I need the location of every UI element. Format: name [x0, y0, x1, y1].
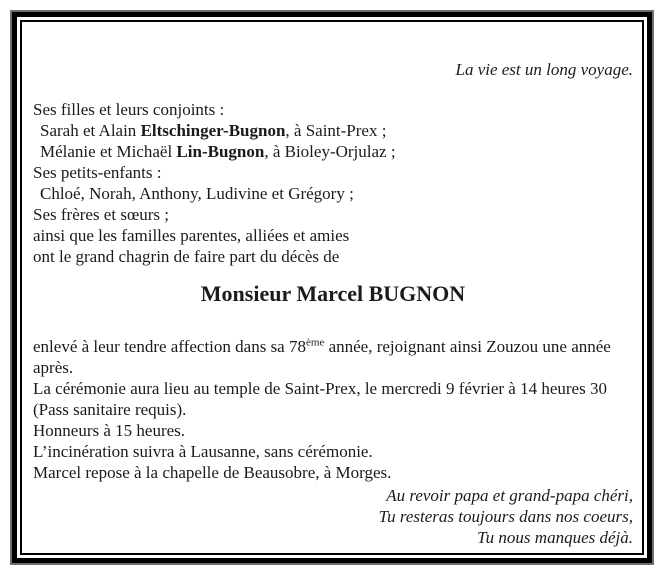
farewell-line-3: Tu nous manques déjà.: [477, 528, 633, 547]
family-line-sarah-post: , à Saint-Prex ;: [285, 121, 387, 140]
epigraph: La vie est un long voyage.: [455, 60, 633, 79]
family-line-melanie-name: Lin-Bugnon: [176, 142, 265, 161]
family-line-sarah-name: Eltschinger-Bugnon: [140, 121, 286, 140]
family-siblings: Ses frères et sœurs ;: [33, 205, 169, 224]
details-passing-sup: ème: [305, 336, 325, 349]
details-section: [33, 336, 633, 483]
details-passing-pre: enlevé à leur tendre affection dans sa 78: [33, 337, 306, 356]
farewell-line-2: Tu resteras toujours dans nos coeurs,: [378, 507, 633, 526]
details-honors: Honneurs à 15 heures.: [33, 421, 186, 440]
details-chapel: Marcel repose à la chapelle de Beausobre, à Morges.: [33, 463, 392, 482]
family-grandchildren-names: Chloé, Norah, Anthony, Ludivine et Grégory ;: [40, 184, 354, 203]
family-line-sarah-pre: Sarah et Alain: [40, 121, 141, 140]
family-line-melanie-post: , à Bioley-Orjulaz ;: [264, 142, 396, 161]
notice-content: [22, 22, 642, 553]
notice-inner-frame: [20, 20, 644, 555]
family-relatives: ainsi que les familles parentes, alliées et amies: [33, 226, 350, 245]
deceased-name: Monsieur Marcel BUGNON: [200, 281, 466, 306]
details-passing: [33, 336, 633, 378]
family-section: [33, 99, 633, 267]
details-pass: (Pass sanitaire requis).: [33, 400, 187, 419]
details-passing-post: année, rejoignant ainsi Zouzou une année après.: [33, 337, 611, 377]
family-announcement: ont le grand chagrin de faire part du décès de: [33, 247, 340, 266]
farewell-section: [33, 485, 633, 548]
details-cremation: L’incinération suivra à Lausanne, sans cérémonie.: [33, 442, 373, 461]
notice-frame: [12, 12, 652, 563]
family-line-sarah: [33, 120, 633, 141]
family-grandchildren-intro: Ses petits-enfants :: [33, 163, 162, 182]
family-daughters-intro: Ses filles et leurs conjoints :: [33, 100, 225, 119]
farewell-line-1: Au revoir papa et grand-papa chéri,: [386, 486, 633, 505]
family-line-melanie: [33, 141, 633, 162]
details-ceremony: La cérémonie aura lieu au temple de Saint-Prex, le mercredi 9 février à 14 heures 30: [33, 379, 607, 398]
family-line-melanie-pre: Mélanie et Michaël: [40, 142, 177, 161]
